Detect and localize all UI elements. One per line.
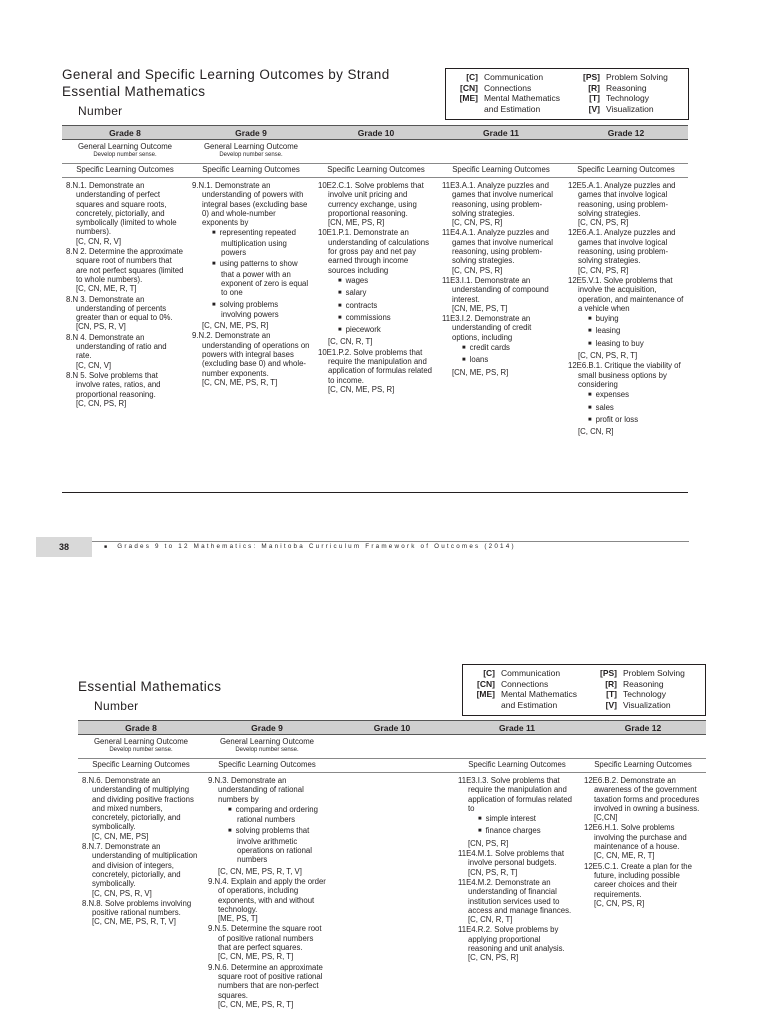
outcome-codes: [C, CN, R, V]: [76, 236, 122, 246]
legend-label: Problem Solving: [606, 72, 668, 82]
grade-header: Grade 9: [204, 720, 330, 735]
outcome-item: [318, 181, 434, 227]
legend-code: [C]: [466, 72, 478, 82]
legend-code: [ME]: [476, 689, 495, 700]
legend-label: Mental Mathematics: [501, 689, 578, 700]
outcome-bullet: ■ piecework: [328, 325, 434, 335]
outcome-item: [568, 361, 684, 436]
general-outcome-cell: [330, 735, 454, 759]
outcome-text: 10E1.P.2. Solve problems that require the manipulation and application of formulas related to income.: [318, 347, 433, 385]
outcome-codes: [C, CN, ME, R, T]: [594, 851, 655, 861]
general-outcome-cell: [314, 140, 438, 164]
outcome-column: [580, 773, 706, 1023]
legend-row: [574, 93, 668, 104]
outcome-codes: [C, CN, V]: [76, 360, 112, 370]
outcome-item: [208, 776, 326, 876]
legend-row: [591, 700, 685, 711]
outcome-item: [66, 371, 184, 408]
legend-row: [469, 700, 591, 711]
outcome-item: [568, 228, 684, 274]
outcome-codes: [C, CN, ME, PS, R, T, V]: [218, 866, 302, 876]
outcome-item: [318, 348, 434, 394]
specific-outcomes-header: Specific Learning Outcomes: [564, 164, 688, 178]
outcome-codes: [CN, ME, PS, R]: [452, 367, 509, 377]
title-block: [62, 66, 390, 118]
outcome-item: [208, 924, 326, 961]
outcome-codes: [C, CN, ME, R, T]: [76, 284, 137, 294]
outcome-column: [62, 178, 188, 488]
grade-header: Grade 12: [564, 125, 688, 140]
legend-label: and Estimation: [501, 699, 558, 710]
outcome-bullet: ■ contracts: [328, 301, 434, 311]
outcome-bullet: ■ leasing to buy: [578, 339, 684, 349]
outcome-item: [584, 776, 702, 822]
outcome-column: [204, 773, 330, 1023]
legend-code: [PS]: [583, 72, 600, 82]
legend-label: Connections: [501, 678, 549, 689]
legend-box: [445, 68, 689, 120]
outcome-text: 9.N.4. Explain and apply the order of operations, including exponents, with and without technology.: [208, 876, 326, 914]
legend-code: [V]: [588, 103, 600, 114]
specific-outcomes-header: Specific Learning Outcomes: [62, 164, 188, 178]
grade-header: Grade 10: [314, 125, 438, 140]
outcome-text: 10E2.C.1. Solve problems that involve unit pricing and currency exchange, using proportional reasoning.: [318, 181, 424, 218]
general-outcome-cell: [62, 140, 188, 164]
footer-caption: Grades 9 to 12 Mathematics: Manitoba Curriculum Framework of Outcomes (2014): [117, 543, 516, 550]
outcome-codes: [C, CN, R]: [578, 427, 614, 437]
outcome-codes: [C, CN, PS, R]: [76, 398, 127, 408]
outcome-text: 10E1.P.1. Demonstrate an understanding of calculations for gross pay and net pay earned through income sources including: [318, 228, 429, 275]
general-outcome-cell: [580, 735, 706, 759]
outcome-bullet: ■ solving problems involving powers: [202, 300, 310, 320]
legend-label: Communication: [484, 72, 544, 82]
legend-row: [469, 668, 591, 679]
outcome-codes: [C, CN, ME, PS, R, T]: [202, 377, 278, 387]
outcome-codes: [C, CN, ME, PS]: [92, 831, 149, 841]
legend-code: [T]: [606, 689, 617, 700]
legend-left: [452, 72, 574, 116]
outcome-codes: [C, CN, PS, R]: [452, 265, 503, 275]
outcome-item: [82, 776, 200, 841]
legend-code: [V]: [605, 699, 617, 710]
outcome-column: [78, 773, 204, 1023]
outcome-text: 12E6.B.1. Critique the viability of small business options by considering: [568, 361, 681, 389]
outcome-bullet: ■ leasing: [578, 326, 684, 336]
legend-row: [574, 83, 668, 94]
legend-label: Reasoning: [623, 678, 664, 689]
outcome-item: [458, 776, 576, 848]
specific-outcomes-header: Specific Learning Outcomes: [438, 164, 564, 178]
outcome-text: 9.N.1. Demonstrate an understanding of powers with integral bases (excluding base 0) and whole-number exponents by: [192, 181, 308, 228]
grade-header: Grade 8: [62, 125, 188, 140]
outcome-bullet: ■ wages: [328, 276, 434, 286]
grade-header: Grade 11: [438, 125, 564, 140]
outcome-text: 11E3.I.1. Demonstrate an understanding of compound interest.: [442, 275, 549, 304]
outcome-codes: [C, CN, ME, PS, R]: [328, 384, 395, 394]
page-subtitle: Essential Mathematics: [62, 84, 206, 99]
general-outcome-cell: [204, 735, 330, 759]
bottom-rule: [62, 492, 688, 493]
outcome-codes: [CN, PS, R, T]: [468, 867, 518, 877]
outcome-codes: [C, CN, ME, PS, R, T]: [218, 999, 294, 1009]
footer-rule: [92, 541, 689, 542]
legend-left-2: [469, 668, 591, 712]
legend-label: Connections: [484, 82, 532, 93]
outcome-codes: [C, CN, ME, PS, R]: [202, 321, 269, 331]
outcome-item: [66, 333, 184, 370]
outcome-text: 12E6.A.1. Analyze puzzles and games that involve logical reasoning, using problem-solving strategies.: [568, 228, 676, 266]
legend-code: [C]: [483, 668, 495, 678]
outcome-codes: [CN, ME, PS, R]: [328, 218, 385, 228]
general-outcome-label: General Learning Outcome: [93, 737, 189, 746]
legend-row: [591, 689, 685, 700]
outcome-item: [458, 849, 576, 877]
page-2: [0, 640, 768, 1024]
outcome-bullet: ■ expenses: [578, 390, 684, 400]
outcome-text: 11E3.I.2. Demonstrate an understanding of credit options, including: [442, 314, 532, 342]
outcome-text: 11E4.M.2. Demonstrate an understanding of financial institution services used to access and manage finances.: [458, 877, 572, 915]
outcome-text: 12E5.C.1. Create a plan for the future, including possible career choices and their requirements.: [584, 861, 692, 899]
outcome-item: [66, 247, 184, 293]
specific-outcomes-header: Specific Learning Outcomes: [188, 164, 314, 178]
outcome-bullet: ■ sales: [578, 403, 684, 413]
legend-row: [591, 679, 685, 690]
outcome-codes: [C, CN, PS, R]: [468, 953, 519, 963]
legend-code: [R]: [588, 82, 600, 93]
outcome-codes: [ME, PS, T]: [218, 914, 258, 924]
outcome-text: 8.N.6. Demonstrate an understanding of multiplying and dividing positive fractions and mixed numbers, concretely, pictorially, and symbolically.: [82, 776, 194, 832]
legend-row: [574, 104, 668, 115]
outcome-bullet: ■ profit or loss: [578, 415, 684, 425]
outcome-codes: [C, CN, ME, PS, R, T, V]: [92, 917, 176, 927]
general-outcome-sub: Develop number sense.: [93, 152, 157, 158]
legend-code: [T]: [589, 93, 600, 104]
legend-row: [469, 689, 591, 700]
outcome-text: 11E3.A.1. Analyze puzzles and games that involve numerical reasoning, using problem-solving strategies.: [442, 181, 553, 218]
outcome-item: [458, 925, 576, 962]
outcome-codes: [C, CN, PS, R]: [578, 265, 629, 275]
outcome-column: [188, 178, 314, 488]
outcome-bullet: ■ simple interest: [468, 814, 576, 824]
legend-right-2: [591, 668, 685, 712]
general-outcome-label: General Learning Outcome: [219, 737, 315, 746]
outcome-text: 8.N.1. Demonstrate an understanding of perfect squares and square roots, concretely, pictorially, and symbolically (limited to whole numbers).: [66, 181, 177, 237]
outcome-codes: [C, CN, PS, R, V]: [92, 888, 152, 898]
legend-label: Visualization: [623, 699, 671, 710]
legend-row: [452, 83, 574, 94]
grade-header: Grade 10: [330, 720, 454, 735]
outcome-column: [314, 178, 438, 488]
outcome-codes: [C, CN, PS, R]: [578, 218, 629, 228]
outcomes-table-2: [78, 720, 706, 1023]
legend-code: [452, 104, 478, 115]
outcome-codes: [CN, PS, R]: [468, 838, 509, 848]
legend-label: Communication: [501, 668, 561, 678]
outcome-text: 9.N.3. Demonstrate an understanding of rational numbers by: [208, 776, 304, 804]
legend-row: [591, 668, 685, 679]
legend-code: [PS]: [600, 668, 617, 678]
outcome-text: 8.N 2. Determine the approximate square root of numbers that are not perfect squares (limited to whole numbers).: [66, 247, 184, 284]
legend-label: Technology: [623, 689, 667, 700]
legend-row: [469, 679, 591, 690]
strand-label-2: Number: [94, 699, 139, 713]
outcome-column: [454, 773, 580, 1023]
outcome-text: 8.N 5. Solve problems that involve rates, ratios, and proportional reasoning.: [66, 370, 161, 399]
outcome-item: [192, 331, 310, 387]
specific-outcomes-header: Specific Learning Outcomes: [78, 759, 204, 773]
outcomes-table: [62, 125, 688, 488]
general-outcome-cell: [454, 735, 580, 759]
outcome-text: 12E6.H.1. Solve problems involving the purchase and maintenance of a house.: [584, 823, 687, 852]
legend-code: [CN]: [477, 678, 495, 689]
outcome-codes: [C, CN, PS, R]: [452, 218, 503, 228]
outcome-bullet: ■ loans: [452, 355, 560, 365]
legend-row: [574, 72, 668, 83]
outcome-item: [568, 276, 684, 360]
legend-label: Mental Mathematics: [484, 93, 561, 104]
outcome-text: 11E4.A.1. Analyze puzzles and games that involve numerical reasoning, using problem-solving strategies.: [442, 228, 553, 266]
outcome-item: [442, 181, 560, 227]
outcome-codes: [C, CN, R, T]: [328, 337, 373, 347]
outcome-item: [208, 877, 326, 923]
outcome-text: 8.N.7. Demonstrate an understanding of multiplication and division of integers, concretely, pictorially, and symbolically.: [82, 842, 198, 889]
outcome-column: [330, 773, 454, 1023]
outcome-codes: [C, CN, PS, R]: [594, 898, 645, 908]
legend-label: Problem Solving: [623, 668, 685, 678]
outcome-text: 9.N.6. Determine an approximate square root of positive rational numbers that are non-perfect squares.: [208, 962, 323, 1000]
outcome-text: 8.N 3. Demonstrate an understanding of percents greater than or equal to 0%.: [66, 294, 173, 323]
page-title-2: Essential Mathematics: [78, 679, 222, 694]
outcome-bullet: ■ commissions: [328, 313, 434, 323]
legend-label: Technology: [606, 93, 650, 104]
outcome-bullet: ■ finance charges: [468, 826, 576, 836]
general-outcome-label: General Learning Outcome: [203, 142, 299, 151]
outcome-bullet: ■ credit cards: [452, 343, 560, 353]
outcome-column: [564, 178, 688, 488]
specific-outcomes-header: Specific Learning Outcomes: [454, 759, 580, 773]
specific-outcomes-header: Specific Learning Outcomes: [204, 759, 330, 773]
outcome-text: 11E4.M.1. Solve problems that involve personal budgets.: [458, 849, 565, 868]
outcome-bullet: ■ comparing and ordering rational numbers: [218, 805, 326, 825]
grade-header: Grade 9: [188, 125, 314, 140]
outcome-item: [442, 276, 560, 313]
outcome-item: [442, 314, 560, 377]
specific-outcomes-header: Specific Learning Outcomes: [314, 164, 438, 178]
legend-code: [ME]: [459, 93, 478, 104]
outcome-column: [438, 178, 564, 488]
outcome-bullet: ■ buying: [578, 314, 684, 324]
general-outcome-cell: [188, 140, 314, 164]
outcome-codes: [C, CN, R, T]: [468, 915, 513, 925]
legend-label: and Estimation: [484, 103, 541, 114]
outcome-item: [82, 899, 200, 927]
legend-label: Reasoning: [606, 82, 647, 93]
outcome-text: 8.N 4. Demonstrate an understanding of ratio and rate.: [66, 332, 167, 361]
outcome-codes: [C, CN, ME, PS, R, T]: [218, 952, 294, 962]
outcome-item: [458, 878, 576, 924]
outcome-text: 9.N.5. Determine the square root of positive rational numbers that are perfect squares.: [208, 924, 322, 953]
outcome-codes: [CN, ME, PS, T]: [452, 303, 508, 313]
legend-row: [452, 72, 574, 83]
outcome-item: [192, 181, 310, 330]
outcome-item: [568, 181, 684, 227]
outcome-item: [208, 963, 326, 1009]
general-outcome-sub: Develop number sense.: [109, 747, 173, 753]
specific-outcomes-header: Specific Learning Outcomes: [580, 759, 706, 773]
general-outcome-cell: [564, 140, 688, 164]
outcome-item: [66, 181, 184, 246]
outcome-codes: [C,CN]: [594, 813, 618, 823]
outcome-bullet: ■ representing repeated multiplication using powers: [202, 228, 310, 257]
general-outcome-sub: Develop number sense.: [219, 152, 283, 158]
grade-header: Grade 11: [454, 720, 580, 735]
outcome-item: [318, 228, 434, 346]
legend-code: [469, 700, 495, 711]
outcome-text: 12E6.B.2. Demonstrate an awareness of the government taxation forms and procedures involved in owning a business.: [584, 776, 700, 813]
page-number: 38: [36, 537, 92, 557]
outcome-bullet: ■ using patterns to show that a power with an exponent of zero is equal to one: [202, 259, 310, 297]
outcome-bullet: ■ solving problems that involve arithmetic operations on rational numbers: [218, 826, 326, 864]
legend-code: [R]: [605, 678, 617, 689]
legend-box-2: [462, 664, 706, 716]
outcome-codes: [C, CN, PS, R, T]: [578, 351, 638, 361]
outcome-text: 9.N.2. Demonstrate an understanding of operations on powers with integral bases (excluding base 0) and whole-number exponents.: [192, 331, 310, 378]
outcome-item: [442, 228, 560, 274]
title-block-2: [78, 678, 221, 713]
outcome-text: 11E3.I.3. Solve problems that require the manipulation and application of formulas related to: [458, 776, 573, 813]
specific-outcomes-header: [330, 759, 454, 773]
general-outcome-sub: Develop number sense.: [235, 747, 299, 753]
footer-text: ■ Grades 9 to 12 Mathematics: Manitoba Curriculum Framework of Outcomes (2014): [104, 543, 516, 550]
outcome-text: 8.N.8. Solve problems involving positive rational numbers.: [82, 898, 192, 918]
outcome-item: [584, 862, 702, 908]
page-title: General and Specific Learning Outcomes by Strand: [62, 67, 390, 82]
general-outcome-cell: [78, 735, 204, 759]
general-outcome-label: General Learning Outcome: [77, 142, 173, 151]
outcome-bullet: ■ salary: [328, 288, 434, 298]
grade-header: Grade 12: [580, 720, 706, 735]
outcome-item: [66, 295, 184, 332]
legend-code: [CN]: [460, 82, 478, 93]
outcome-text: 12E5.A.1. Analyze puzzles and games that involve logical reasoning, using problem-solving strategies.: [568, 181, 676, 218]
grade-header: Grade 8: [78, 720, 204, 735]
general-outcome-cell: [438, 140, 564, 164]
strand-label: Number: [78, 104, 123, 118]
legend-row: [452, 104, 574, 115]
outcome-text: 12E5.V.1. Solve problems that involve the acquisition, operation, and maintenance of a vehicle when: [568, 275, 684, 313]
outcome-text: 11E4.R.2. Solve problems by applying proportional reasoning and unit analysis.: [458, 925, 565, 954]
legend-label: Visualization: [606, 103, 654, 114]
outcome-item: [584, 823, 702, 860]
legend-row: [452, 93, 574, 104]
legend-right: [574, 72, 668, 116]
outcome-codes: [CN, PS, R, V]: [76, 322, 126, 332]
outcome-item: [82, 842, 200, 898]
